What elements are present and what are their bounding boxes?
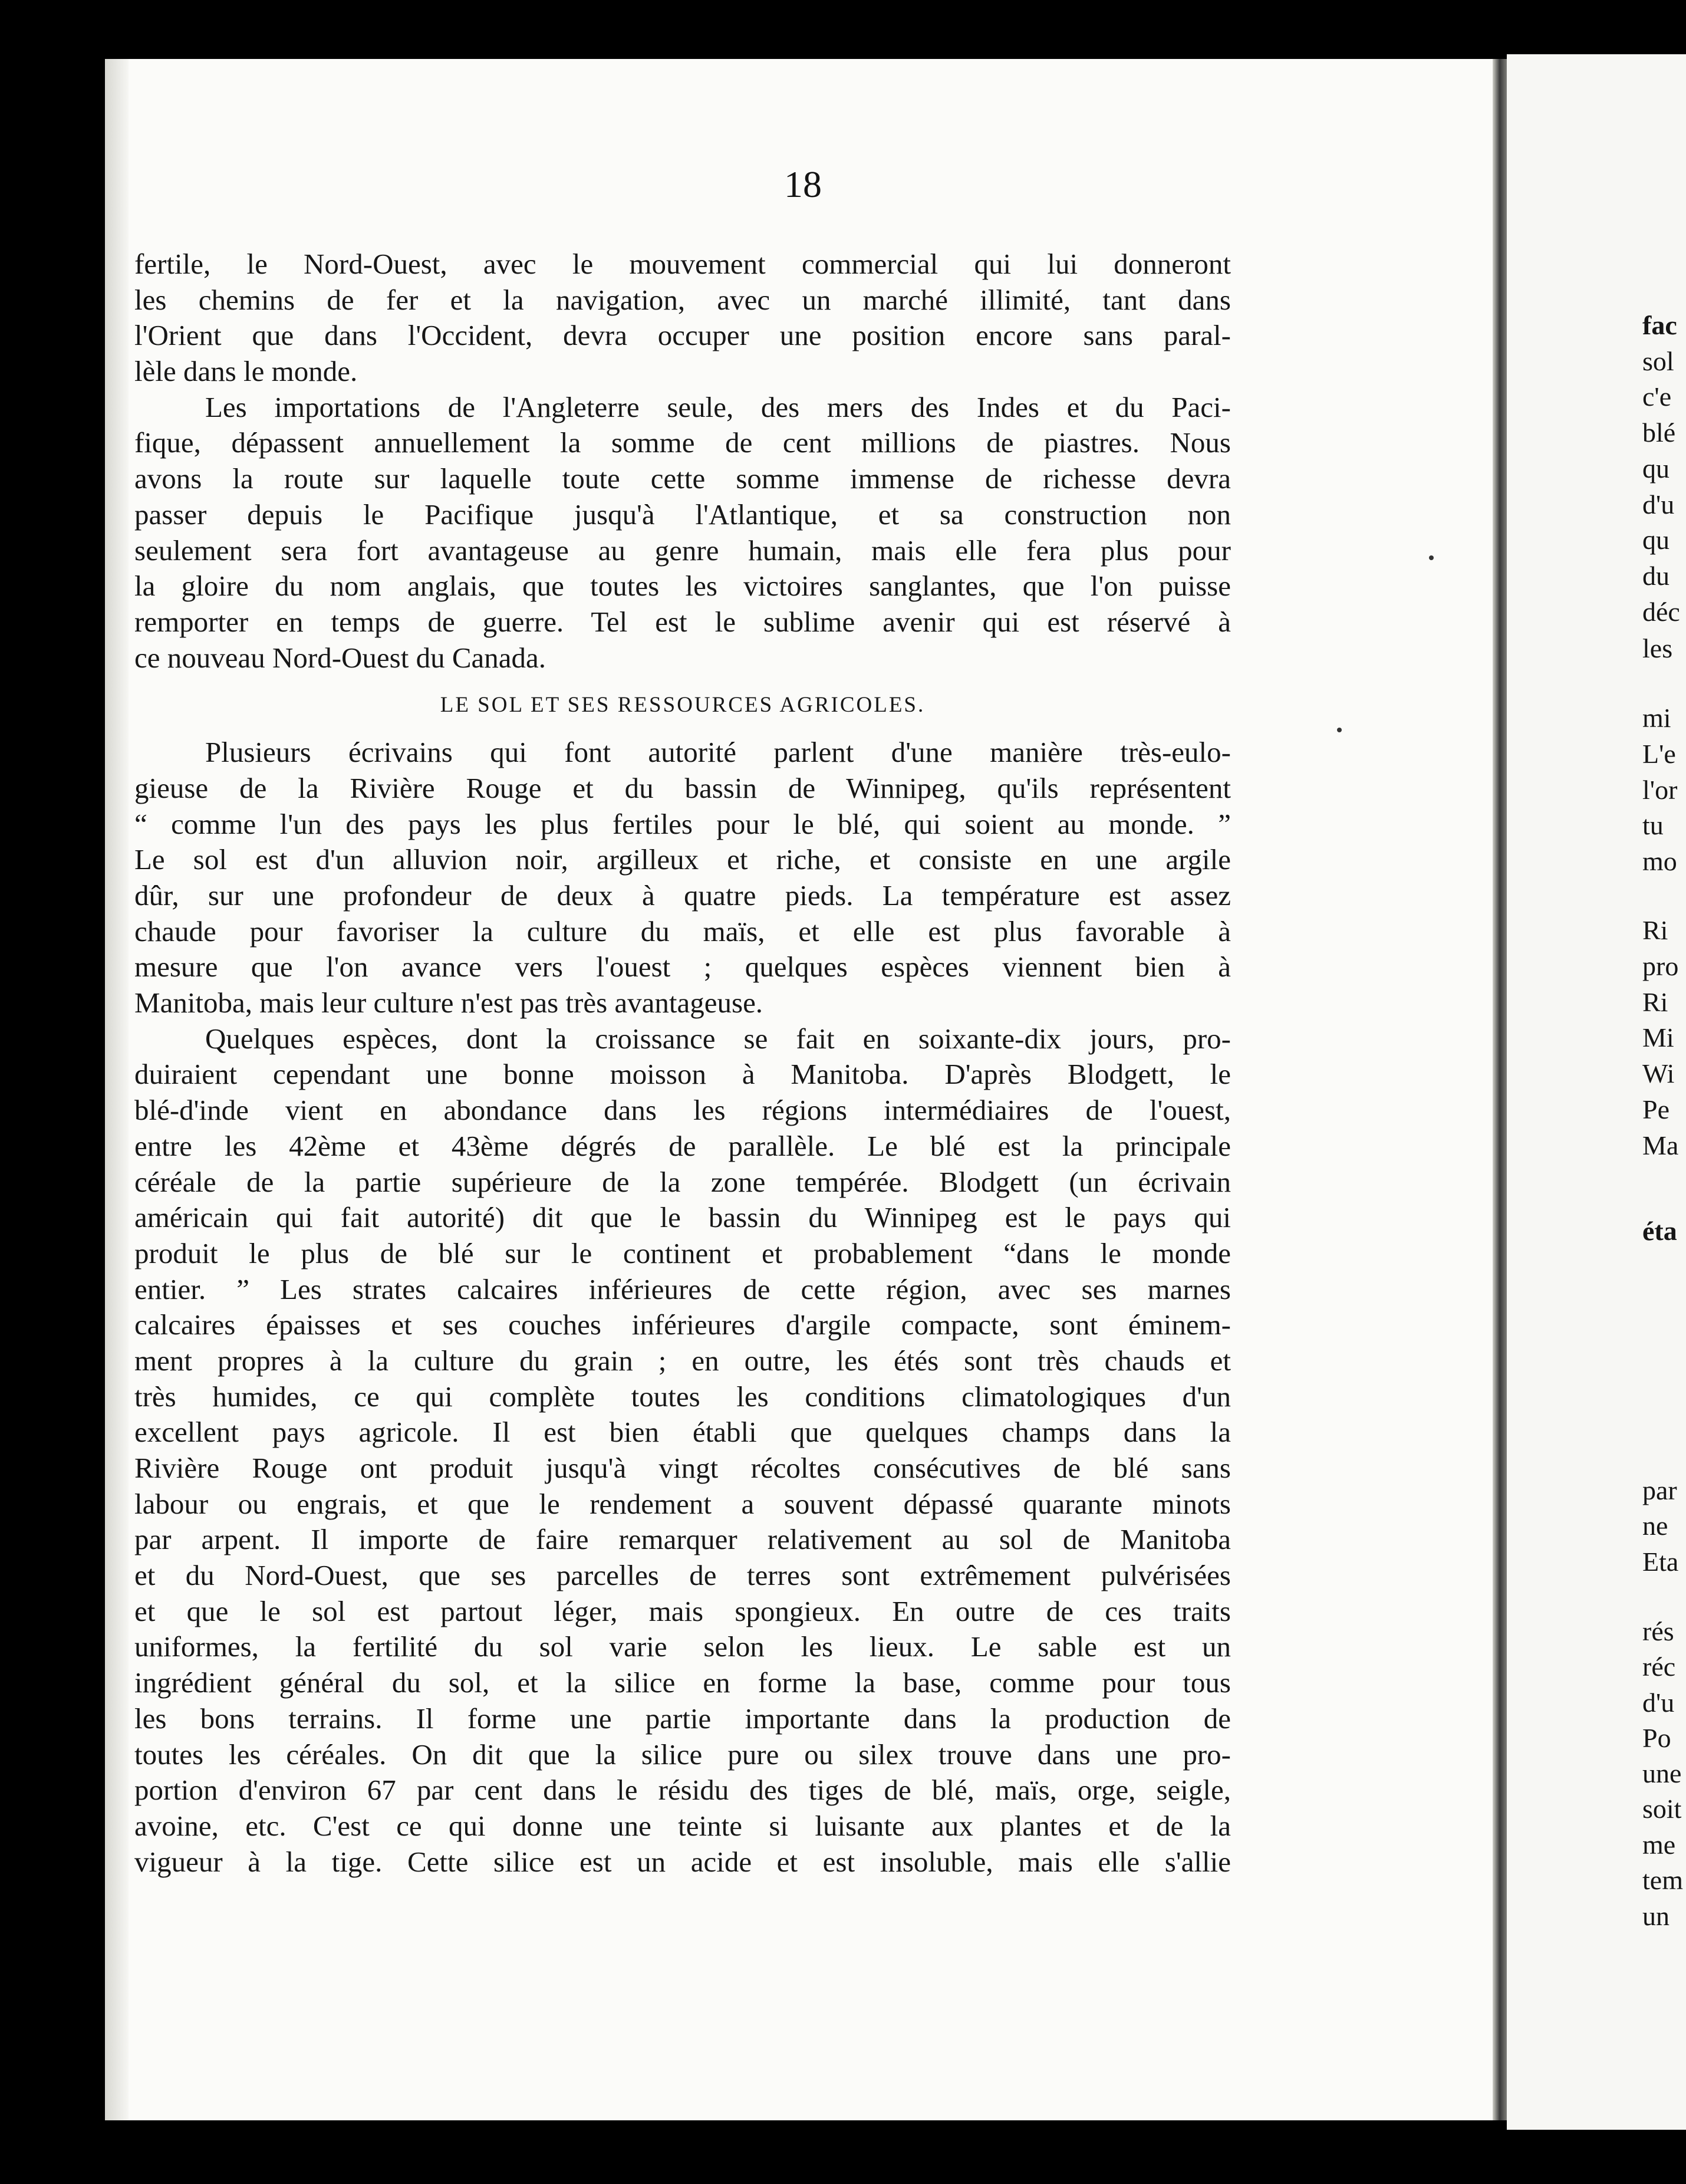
adjacent-text-fragment: par — [1642, 1475, 1677, 1505]
text-line: chaude pour favoriser la culture du maïs, et elle est plus favorable à — [134, 915, 1231, 948]
adjacent-text-fragment: d'u — [1642, 489, 1675, 519]
adjacent-text-fragment: éta — [1642, 1216, 1677, 1246]
text-line: mesure que l'on avance vers l'ouest ; quelques espèces viennent bien à — [134, 950, 1231, 984]
adjacent-text-fragment: rés — [1642, 1616, 1674, 1646]
text-line: Plusieurs écrivains qui font autorité parlent d'une manière très-eulo- — [205, 736, 1231, 769]
text-line: “ comme l'un des pays les plus fertiles pour le blé, qui soient au monde. ” — [134, 807, 1231, 840]
text-line: labour ou engrais, et que le rendement a souvent dépassé quarante minots — [134, 1487, 1231, 1520]
text-line: gieuse de la Rivière Rouge et du bassin de Winnipeg, qu'ils représentent — [134, 771, 1231, 804]
adjacent-text-fragment: fac — [1642, 310, 1677, 340]
text-line: calcaires épaisses et ses couches inférieures d'argile compacte, sont éminem- — [134, 1308, 1231, 1341]
text-line: avons la route sur laquelle toute cette somme immense de richesse devra — [134, 462, 1231, 495]
text-line: l'Orient que dans l'Occident, devra occuper une position encore sans paral- — [134, 319, 1231, 352]
adjacent-text-fragment: une — [1642, 1758, 1682, 1788]
ink-speck — [1429, 555, 1434, 560]
text-line: et du Nord-Ouest, que ses parcelles de terres sont extrêmement pulvérisées — [134, 1559, 1231, 1592]
adjacent-text-fragment: d'u — [1642, 1688, 1675, 1718]
page-number: 18 — [784, 163, 822, 205]
adjacent-text-fragment: Ri — [1642, 915, 1668, 945]
text-line: vigueur à la tige. Cette silice est un acide et est insoluble, mais elle s'allie — [134, 1845, 1231, 1878]
adjacent-text-fragment: réc — [1642, 1652, 1676, 1682]
adjacent-text-fragment: sol — [1642, 346, 1674, 376]
text-line: par arpent. Il importe de faire remarquer relativement au sol de Manitoba — [134, 1523, 1231, 1556]
text-line: et que le sol est partout léger, mais spongieux. En outre de ces traits — [134, 1594, 1231, 1627]
adjacent-text-fragment: pro — [1642, 951, 1679, 981]
text-line: entre les 42ème et 43ème dégrés de parallèle. Le blé est la principale — [134, 1129, 1231, 1162]
adjacent-text-fragment: qu — [1642, 525, 1669, 555]
adjacent-text-fragment: tu — [1642, 810, 1664, 840]
adjacent-text-fragment: du — [1642, 561, 1669, 591]
text-line: blé-d'inde vient en abondance dans les régions intermédiaires de l'ouest, — [134, 1094, 1231, 1127]
text-line: Manitoba, mais leur culture n'est pas très avantageuse. — [134, 986, 763, 1019]
adjacent-text-fragment: un — [1642, 1901, 1669, 1931]
adjacent-text-fragment: mi — [1642, 703, 1671, 733]
text-line: excellent pays agricole. Il est bien établi que quelques champs dans la — [134, 1416, 1231, 1449]
text-line: produit le plus de blé sur le continent et probablement “dans le monde — [134, 1236, 1231, 1269]
text-line: la gloire du nom anglais, que toutes les victoires sanglantes, que l'on puisse — [134, 570, 1231, 603]
adjacent-text-fragment: Po — [1642, 1723, 1671, 1753]
adjacent-text-fragment: mo — [1642, 846, 1677, 876]
text-line: remporter en temps de guerre. Tel est le sublime avenir qui est réservé à — [134, 605, 1231, 638]
text-line: Quelques espèces, dont la croissance se fait en soixante-dix jours, pro- — [205, 1022, 1231, 1055]
text-line: dûr, sur une profondeur de deux à quatre pieds. La température est assez — [134, 879, 1231, 912]
adjacent-text-fragment: Ri — [1642, 987, 1668, 1017]
text-line: toutes les céréales. On dit que la silice pure ou silex trouve dans une pro- — [134, 1738, 1231, 1771]
text-line: ce nouveau Nord-Ouest du Canada. — [134, 641, 546, 674]
text-line: Le sol est d'un alluvion noir, argilleux et riche, et consiste en une argile — [134, 843, 1231, 876]
adjacent-text-fragment: Eta — [1642, 1547, 1679, 1577]
text-line: ingrédient général du sol, et la silice en forme la base, comme pour tous — [134, 1666, 1231, 1699]
body-text — [134, 246, 1231, 1880]
text-line: avoine, etc. C'est ce qui donne une teinte si luisante aux plantes et de la — [134, 1809, 1231, 1842]
adjacent-text-fragment: ne — [1642, 1511, 1668, 1541]
adjacent-text-fragment: tem — [1642, 1865, 1683, 1895]
text-line: entier. ” Les strates calcaires inférieures de cette région, avec ses marnes — [134, 1272, 1231, 1305]
adjacent-text-fragment: l'or — [1642, 775, 1678, 805]
text-line: uniformes, la fertilité du sol varie selon les lieux. Le sable est un — [134, 1630, 1231, 1663]
text-line: céréale de la partie supérieure de la zone tempérée. Blodgett (un écrivain — [134, 1165, 1231, 1198]
text-line: très humides, ce qui complète toutes les conditions climatologiques d'un — [134, 1380, 1231, 1413]
adjacent-text-fragment: déc — [1642, 597, 1680, 627]
text-line: les chemins de fer et la navigation, avec un marché illimité, tant dans — [134, 283, 1231, 316]
adjacent-text-fragment: Mi — [1642, 1022, 1674, 1052]
adjacent-text-fragment: qu — [1642, 453, 1669, 483]
text-line: passer depuis le Pacifique jusqu'à l'Atlantique, et sa construction non — [134, 498, 1231, 531]
adjacent-text-fragment: les — [1642, 633, 1673, 663]
text-line: fique, dépassent annuellement la somme de cent millions de piastres. Nous — [134, 426, 1231, 459]
ink-speck — [1337, 728, 1342, 732]
text-line: lèle dans le monde. — [134, 355, 358, 388]
text-line: seulement sera fort avantageuse au genre humain, mais elle fera plus pour — [134, 534, 1231, 567]
adjacent-text-fragment: Pe — [1642, 1094, 1669, 1124]
text-line: américain qui fait autorité) dit que le bassin du Winnipeg est le pays qui — [134, 1201, 1231, 1234]
adjacent-text-fragment: blé — [1642, 417, 1676, 448]
text-line: Les importations de l'Angleterre seule, des mers des Indes et du Paci- — [205, 390, 1231, 423]
text-line: Rivière Rouge ont produit jusqu'à vingt récoltes consécutives de blé sans — [134, 1452, 1231, 1484]
section-heading: LE SOL ET SES RESSOURCES AGRICOLES. — [440, 693, 926, 718]
text-line: les bons terrains. Il forme une partie importante dans la production de — [134, 1702, 1231, 1735]
text-line: ment propres à la culture du grain ; en outre, les étés sont très chauds et — [134, 1344, 1231, 1377]
text-line: portion d'environ 67 par cent dans le résidu des tiges de blé, maïs, orge, seigle, — [134, 1774, 1231, 1807]
text-line: duiraient cependant une bonne moisson à Manitoba. D'après Blodgett, le — [134, 1058, 1231, 1091]
adjacent-text-fragment: Wi — [1642, 1058, 1675, 1088]
adjacent-text-fragment: Ma — [1642, 1130, 1679, 1160]
adjacent-text-fragment: soit — [1642, 1794, 1682, 1824]
adjacent-text-fragment: L'e — [1642, 739, 1676, 769]
adjacent-text-fragment: c'e — [1642, 381, 1672, 412]
adjacent-text-fragment: me — [1642, 1830, 1676, 1860]
text-line: fertile, le Nord-Ouest, avec le mouvement commercial qui lui donneront — [134, 248, 1231, 280]
